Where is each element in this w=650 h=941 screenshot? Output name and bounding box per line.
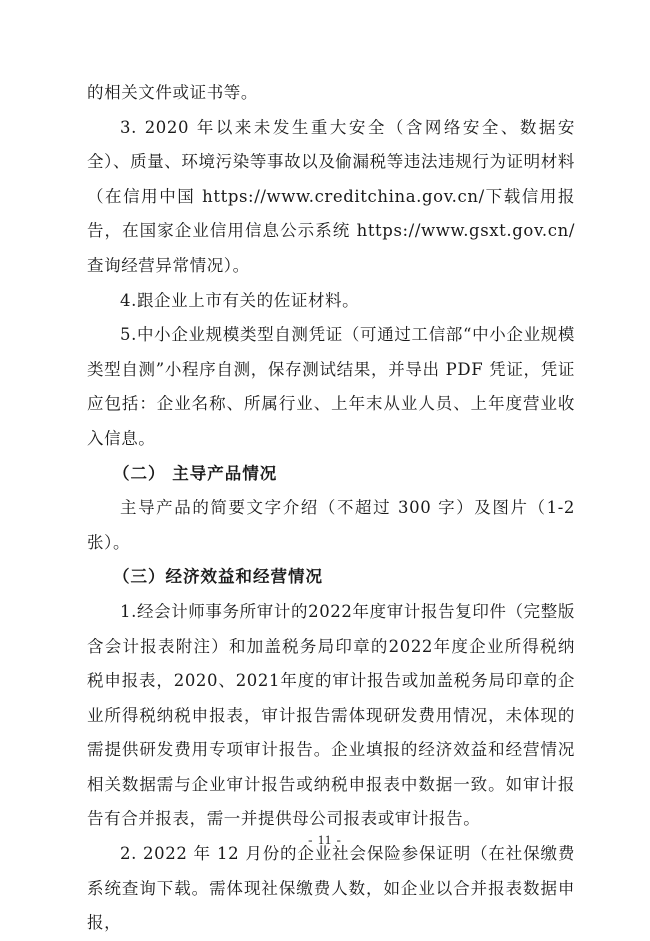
paragraph-item-5: 5.中小企业规模类型自测凭证（可通过工信部“中小企业规模类型自测”小程序自测，保存测试结果，并导出 PDF 凭证，凭证应包括：企业名称、所属行业、上年末从业人员、上年度营业收入信息。 bbox=[87, 325, 575, 448]
paragraph-economic-item-2: 2. 2022 年 12 月份的企业社会保险参保证明（在社保缴费系统查询下载。需体现社保缴费人数，如企业以合并报表数据申报， bbox=[87, 844, 575, 933]
document-body bbox=[87, 76, 575, 941]
section-heading-main-products: （二） 主导产品情况 bbox=[113, 463, 278, 483]
paragraph-item-4: 4.跟企业上市有关的佐证材料。 bbox=[120, 290, 360, 310]
paragraph-item-3: 3. 2020 年以来未发生重大安全（含网络安全、数据安全）、质量、环境污染等事故以及偷漏税等违法违规行为证明材料（在信用中国 https://www.creditchina.gov.cn/下载信用报告，在国家企业信用信息公示系统 https://www.gsxt.gov.cn/查询经营异常情况）。 bbox=[87, 117, 575, 275]
paragraph-main-products: 主导产品的简要文字介绍（不超过 300 字）及图片（1-2 张）。 bbox=[87, 498, 575, 552]
section-heading-economic-benefits: （三）经济效益和经营情况 bbox=[113, 567, 323, 587]
paragraph-continuation: 的相关文件或证书等。 bbox=[87, 83, 258, 102]
paragraph-economic-item-1: 1.经会计师事务所审计的2022年度审计报告复印件（完整版含会计报表附注）和加盖税务局印章的2022年度企业所得税纳税申报表，2020、2021年度的审计报告或加盖税务局印章的企业所得税纳税申报表，审计报告需体现研发费用情况，未体现的需提供研发费用专项审计报告。企业填报的经济效益和经营情况相关数据需与企业审计报告或纳税申报表中数据一致。如审计报告有合并报表，需一并提供母公司报表或审计报告。 bbox=[87, 601, 575, 829]
page-number: - 11 - bbox=[308, 832, 342, 847]
